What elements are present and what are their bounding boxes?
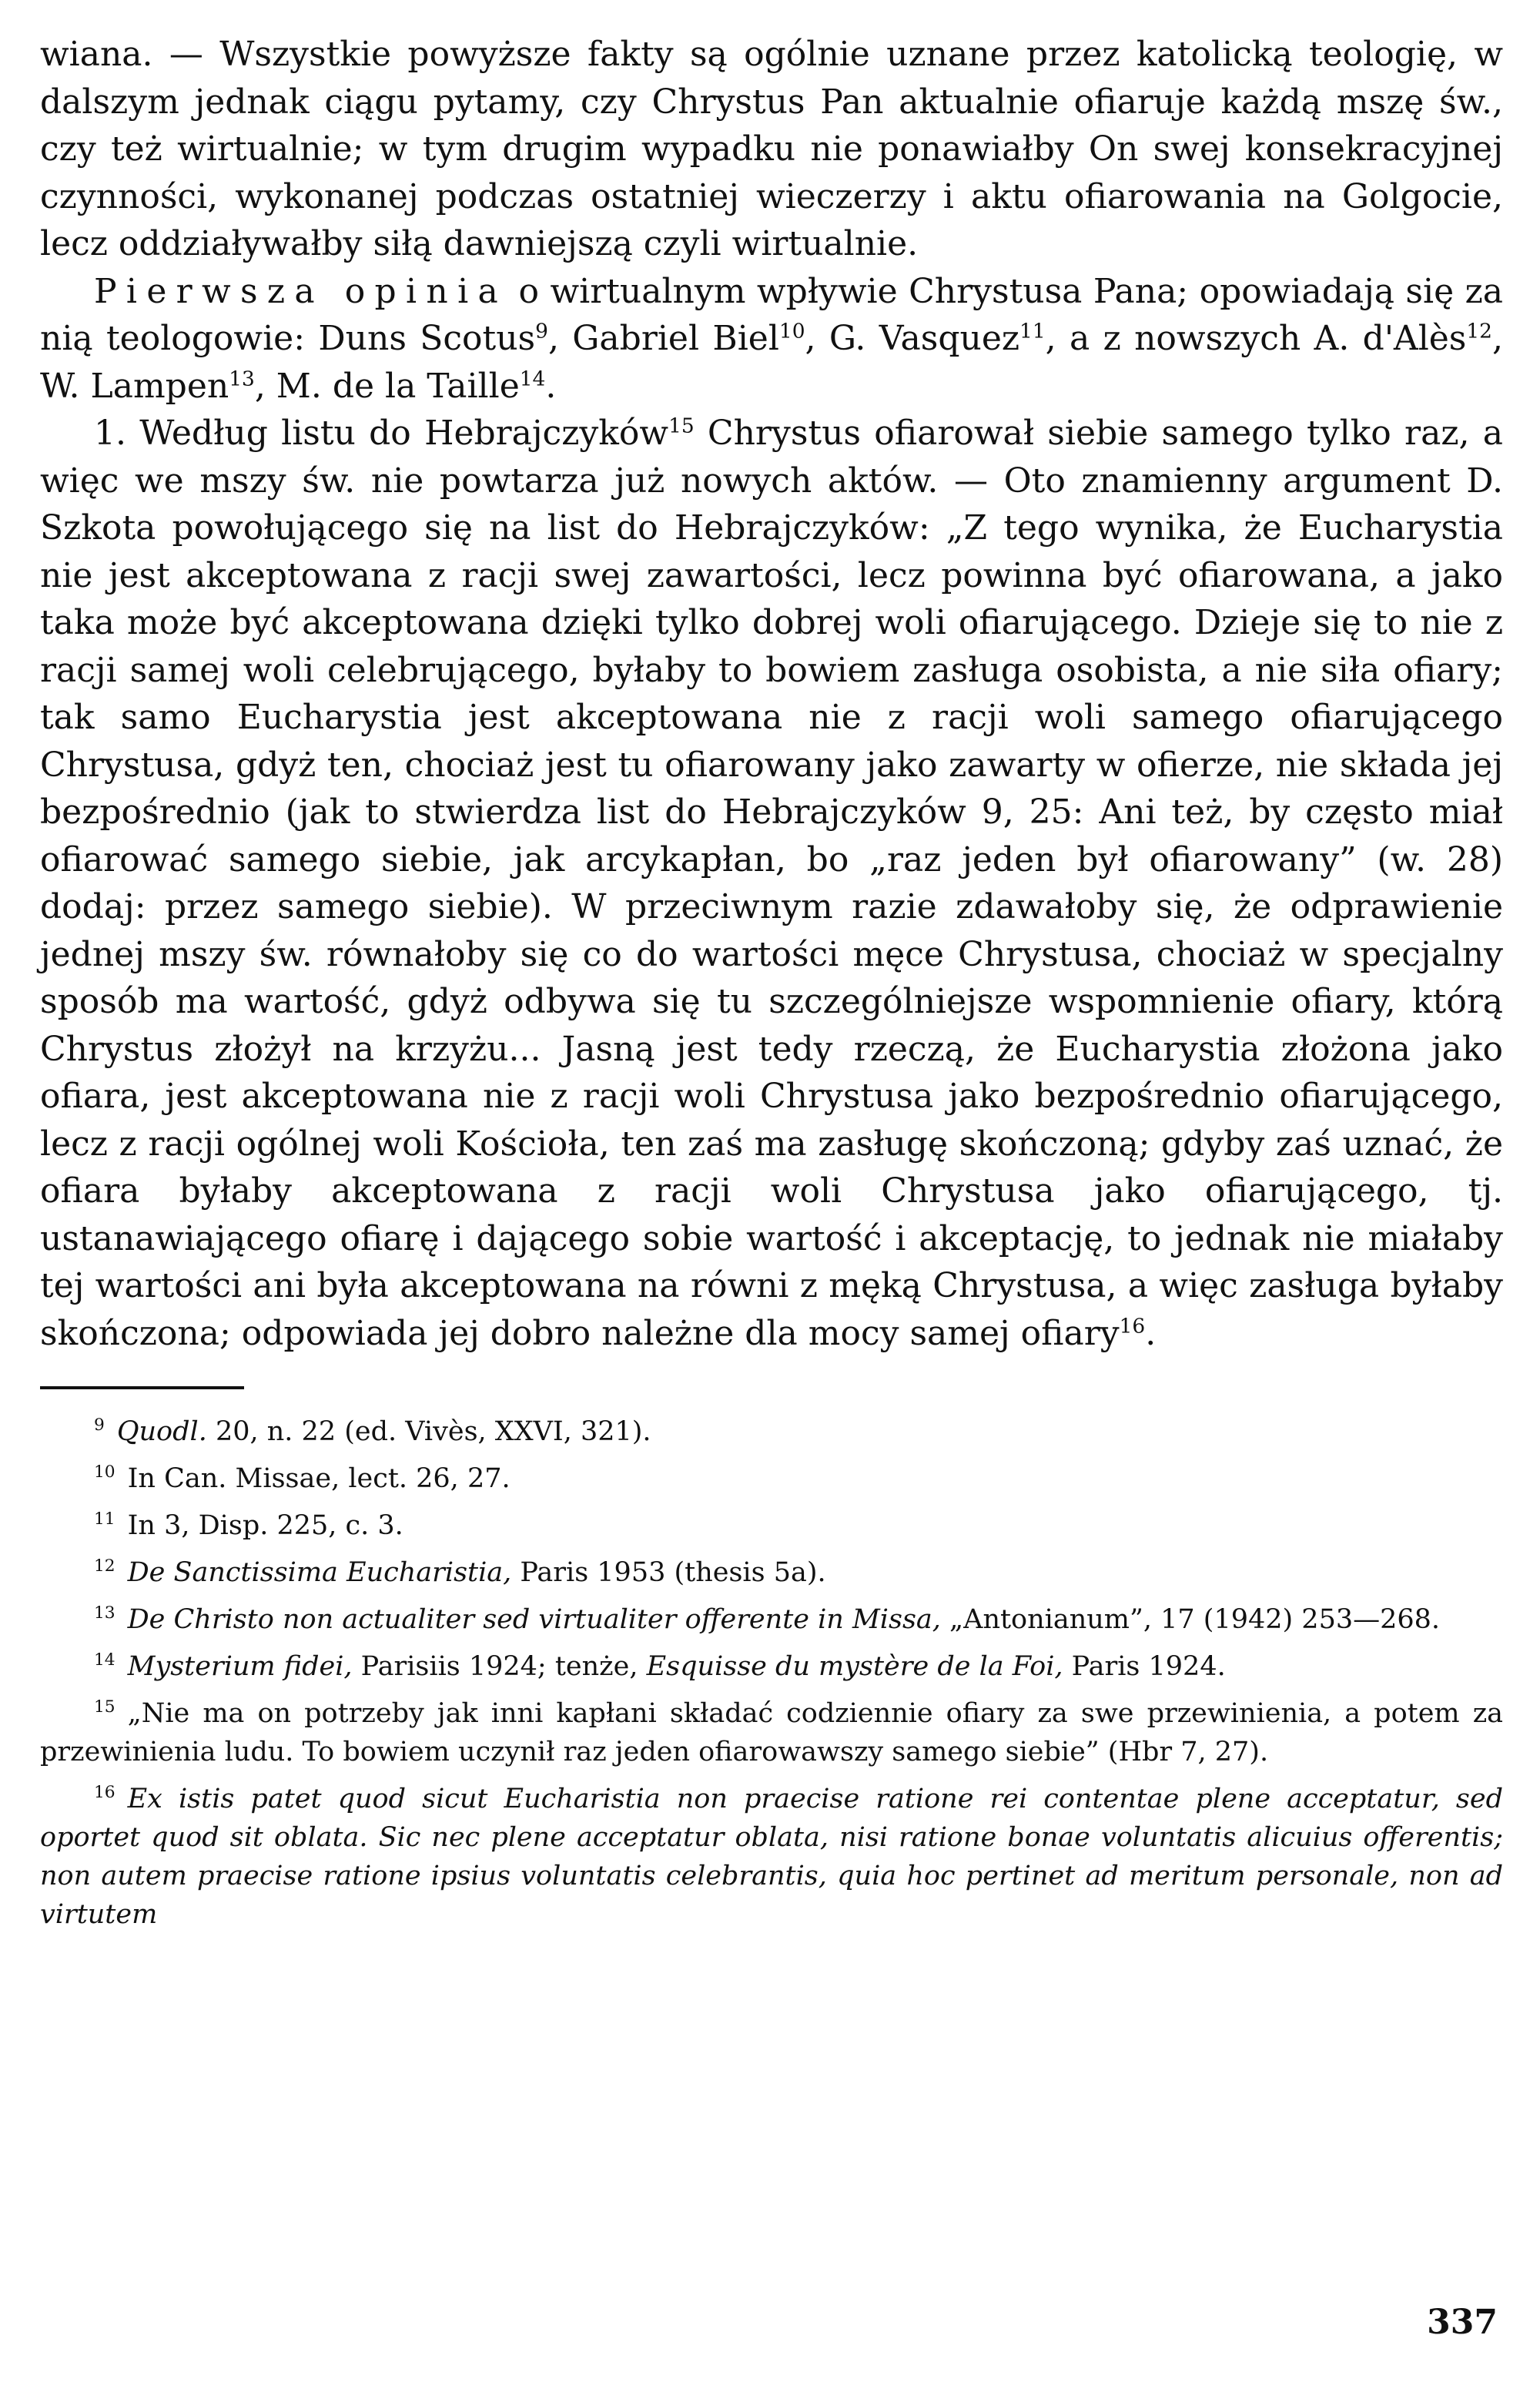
footnote-italic: De Sanctissima Eucharistia, xyxy=(127,1557,512,1588)
text-run: o wirtualnym wpływie Chrystusa Pana; opowiadają się za nią teologowie: Duns Scotus xyxy=(40,271,1503,358)
footnote-italic: Mysterium fidei, xyxy=(127,1651,353,1682)
footnote-text: „Antonianum”, 17 (1942) 253—268. xyxy=(940,1604,1441,1635)
footnote-text: 20, n. 22 (ed. Vivès, XXVI, 321). xyxy=(206,1416,651,1447)
footnote-number: 12 xyxy=(94,1556,116,1576)
footnote-text: Paris 1953 (thesis 5a). xyxy=(511,1557,826,1588)
text-run: , M. de la Taille xyxy=(254,366,520,406)
page-number: 337 xyxy=(1427,2303,1498,2342)
text-run: . xyxy=(545,366,557,406)
footnote-text: Parisiis 1924; tenże, xyxy=(352,1651,647,1682)
footnote-text: „Nie ma on potrzeby jak inni kapłani składać codziennie ofiary za swe przewinienia, a potem za przewinienia ludu. To bowiem uczynił raz jeden ofiarowawszy samego siebie” (Hbr 7, 27). xyxy=(40,1698,1503,1767)
footnote-ref: 9 xyxy=(535,319,548,343)
footnote-number: 16 xyxy=(94,1783,116,1803)
footnote-ref: 16 xyxy=(1119,1313,1146,1338)
footnote-text: Paris 1924. xyxy=(1063,1651,1226,1682)
paragraph-3 xyxy=(40,410,1503,1357)
footnote-number: 9 xyxy=(94,1415,105,1436)
footnote-ref: 13 xyxy=(229,366,255,390)
footnotes xyxy=(40,1412,1503,1934)
text-run: . xyxy=(1145,1313,1157,1353)
footnote-16 xyxy=(40,1780,1503,1934)
footnote-9 xyxy=(40,1412,1503,1451)
footnote-number: 11 xyxy=(94,1509,116,1529)
footnote-number: 15 xyxy=(94,1697,116,1717)
text-run: , W. Lampen xyxy=(40,319,1503,406)
text-run: Chrystus ofiarował siebie samego tylko raz, a więc we mszy św. nie powtarza już nowych aktów. — Oto znamienny argument D. Szkota powołującego się na list do Hebrajczyków: „Z tego wynika, że Eucharystia nie jest akceptowana z racji swej zawartości, lecz powinna być ofiarowana, a jako taka może być akceptowana dzięki tylko dobrej woli ofiarującego. Dzieje się to nie z racji samej woli celebrującego, byłaby to bowiem zasługa osobista, a nie siła ofiary; tak samo Eucharystia jest akceptowana nie z racji woli samego ofiarującego Chrystusa, gdyż ten, chociaż jest tu ofiarowany jako zawarty w ofierze, nie składa jej bezpośrednio (jak to stwierdza list do Hebrajczyków 9, 25: Ani też, by często miał ofiarować samego siebie, jak arcykapłan, bo „raz jeden był ofiarowany” (w. 28) dodaj: przez samego siebie). W przeciwnym razie zdawałoby się, że odprawienie jednej mszy św. równałoby się co do wartości męce Chrystusa, chociaż w specjalny sposób ma wartość, gdyż odbywa się tu szczególniejsze wspomnienie ofiary, którą Chrystus złożył na krzyżu... Jasną jest tedy rzeczą, że Eucharystia złożona jako ofiara, jest akceptowana nie z racji woli Chrystusa jako bezpośrednio ofiarującego, lecz z racji ogólnej woli Kościoła, ten zaś ma zasługę skończoną; gdyby zaś uznać, że ofiara byłaby akceptowana z racji woli Chrystusa jako ofiarującego, tj. ustanawiającego ofiarę i dającego sobie wartość i akceptację, to jednak nie miałaby tej wartości ani była akceptowana na równi z męką Chrystusa, a więc zasługa byłaby skończona; odpowiada jej dobro należne dla mocy samej ofiary xyxy=(40,414,1503,1353)
spaced-lead: Pierwsza opinia xyxy=(94,271,508,311)
footnote-12 xyxy=(40,1553,1503,1592)
page-content xyxy=(40,31,1503,1942)
footnote-ref: 11 xyxy=(1019,319,1046,343)
footnote-italic: Ex istis patet quod sicut Eucharistia non praecise ratione rei contentae plene acceptatur, sed oportet quod sit oblata. Sic nec plene acceptatur oblata, nisi ratione bonae voluntatis alicuius offerentis; non autem praecise ratione ipsius voluntatis celebrantis, quia hoc pertinet ad meritum personale, non ad virtutem xyxy=(40,1784,1503,1930)
footnote-ref: 15 xyxy=(668,414,695,438)
footnote-ref: 10 xyxy=(778,319,805,343)
text-run: 1. Według listu do Hebrajczyków xyxy=(94,414,669,453)
footnote-text: In 3, Disp. 225, c. 3. xyxy=(127,1510,403,1541)
paragraph-2 xyxy=(40,268,1503,410)
footnote-10 xyxy=(40,1459,1503,1498)
main-text xyxy=(40,31,1503,1357)
footnote-text: In Can. Missae, lect. 26, 27. xyxy=(127,1463,511,1494)
footnote-number: 13 xyxy=(94,1603,116,1623)
text-run: , a z nowszych A. d'Alès xyxy=(1045,319,1467,358)
footnote-italic: Esquisse du mystère de la Foi, xyxy=(646,1651,1063,1682)
text-run: , G. Vasquez xyxy=(805,319,1020,358)
footnote-divider xyxy=(40,1386,244,1389)
paragraph-1: wiana. — Wszystkie powyższe fakty są ogólnie uznane przez katolicką teologię, w dalszym jednak ciągu pytamy, czy Chrystus Pan aktualnie ofiaruje każdą mszę św., czy też wirtualnie; w tym drugim wypadku nie ponawiałby On swej konsekracyjnej czynności, wykonanej podczas ostatniej wieczerzy i aktu ofiarowania na Golgocie, lecz oddziaływałby siłą dawniejszą czyli wirtualnie. xyxy=(40,35,1503,263)
footnote-14 xyxy=(40,1647,1503,1686)
footnote-ref: 14 xyxy=(519,366,546,390)
footnote-number: 10 xyxy=(94,1462,116,1482)
footnote-italic: De Christo non actualiter sed virtualiter offerente in Missa, xyxy=(127,1604,941,1635)
footnote-ref: 12 xyxy=(1466,319,1492,343)
footnote-13 xyxy=(40,1600,1503,1639)
footnote-italic: Quodl. xyxy=(116,1416,207,1447)
footnote-number: 14 xyxy=(94,1650,116,1670)
text-run: , Gabriel Biel xyxy=(547,319,779,358)
footnote-11 xyxy=(40,1506,1503,1545)
footnote-15 xyxy=(40,1694,1503,1771)
